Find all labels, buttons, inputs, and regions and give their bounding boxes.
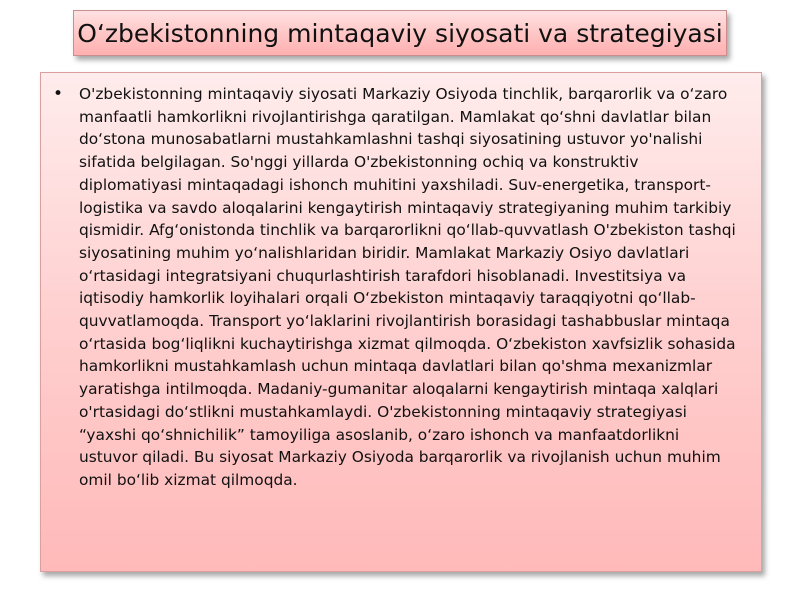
slide-title: O‘zbekistonning mintaqaviy siyosati va strategiyasi [77, 18, 723, 48]
content-box [40, 72, 762, 572]
bullet-item [53, 83, 739, 492]
bullet-icon: • [53, 84, 64, 104]
title-box [73, 10, 727, 56]
bullet-text: O'zbekistonning mintaqaviy siyosati Markaziy Osiyoda tinchlik, barqarorlik va o‘zaro manfaatli hamkorlikni rivojlantirishga qaratilgan. Mamlakat qo‘shni davlatlar bilan do‘stona munosabatlarni mustahkamlashni tashqi siyosatining ustuvor yo'nalishi sifatida belgilagan. So'nggi yillarda O'zbekistonning ochiq va konstruktiv diplomatiyasi mintaqadagi ishonch muhitini yaxshiladi. Suv-energetika, transport-logistika va savdo aloqalarini kengaytirish mintaqaviy strategiyaning muhim tarkibiy qismidir. Afg‘onistonda tinchlik va barqarorlikni qo‘llab-quvvatlash O'zbekiston tashqi siyosatining muhim yo‘nalishlaridan biridir. Mamlakat Markaziy Osiyo davlatlari o‘rtasidagi integratsiyani chuqurlashtirish tarafdori hisoblanadi. Investitsiya va iqtisodiy hamkorlik loyihalari orqali O‘zbekiston mintaqaviy taraqqiyotni qo‘llab-quvvatlamoqda. Transport yo‘laklarini rivojlantirish borasidagi tashabbuslar mintaqa o‘rtasida bog‘liqlikni kuchaytirishga xizmat qilmoqda. O‘zbekiston xavfsizlik sohasida hamkorlikni mustahkamlash uchun mintaqa davlatlari bilan qo'shma mexanizmlar yaratishga intilmoqda. Madaniy-gumanitar aloqalarni kengaytirish mintaqa xalqlari o'rtasidagi do‘stlikni mustahkamlaydi. O'zbekistonning mintaqaviy strategiyasi “yaxshi qo‘shnichilik” tamoyiliga asoslanib, o‘zaro ishonch va manfaatdorlikni ustuvor qiladi. Bu siyosat Markaziy Osiyoda barqarorlik va rivojlanish uchun muhim omil bo‘lib xizmat qilmoqda. [79, 85, 736, 489]
